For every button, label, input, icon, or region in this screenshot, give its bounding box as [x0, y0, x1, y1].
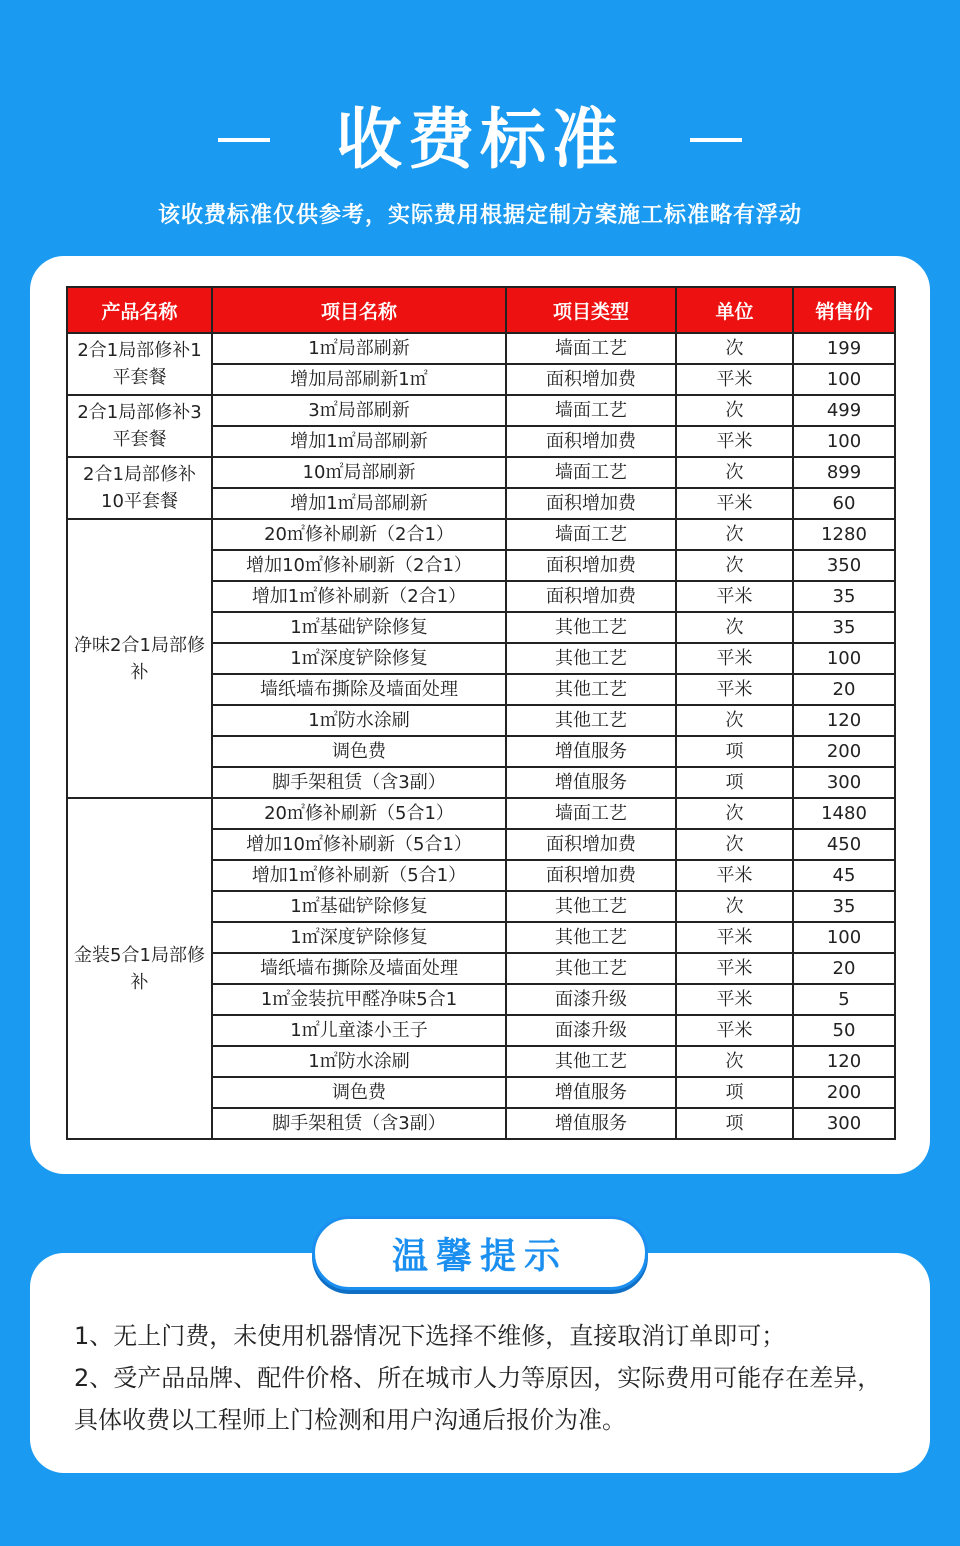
- table-header-row: [67, 287, 895, 333]
- item-type-cell: 其他工艺: [506, 674, 676, 705]
- unit-cell: 次: [676, 1046, 793, 1077]
- item-name-cell: 增加10㎡修补刷新（2合1）: [212, 550, 506, 581]
- unit-cell: 平米: [676, 488, 793, 519]
- item-type-cell: 面积增加费: [506, 364, 676, 395]
- item-type-cell: 其他工艺: [506, 922, 676, 953]
- price-cell: 1280: [793, 519, 895, 550]
- item-type-cell: 面漆升级: [506, 984, 676, 1015]
- unit-cell: 平米: [676, 922, 793, 953]
- item-name-cell: 增加1㎡局部刷新: [212, 426, 506, 457]
- product-name-cell: 2合1局部修补1平套餐: [67, 333, 212, 395]
- price-cell: 35: [793, 891, 895, 922]
- item-type-cell: 其他工艺: [506, 891, 676, 922]
- item-name-cell: 10㎡局部刷新: [212, 457, 506, 488]
- price-cell: 499: [793, 395, 895, 426]
- unit-cell: 平米: [676, 674, 793, 705]
- item-type-cell: 面积增加费: [506, 829, 676, 860]
- unit-cell: 平米: [676, 643, 793, 674]
- price-cell: 200: [793, 736, 895, 767]
- item-type-cell: 其他工艺: [506, 705, 676, 736]
- tip-line-1: 1、无上门费，未使用机器情况下选择不维修，直接取消订单即可；: [74, 1322, 786, 1350]
- price-cell: 120: [793, 1046, 895, 1077]
- price-cell: 60: [793, 488, 895, 519]
- table-row: [67, 798, 895, 829]
- item-name-cell: 1㎡儿童漆小王子: [212, 1015, 506, 1046]
- product-name-cell: 2合1局部修补10平套餐: [67, 457, 212, 519]
- item-name-cell: 增加局部刷新1㎡: [212, 364, 506, 395]
- item-name-cell: 3㎡局部刷新: [212, 395, 506, 426]
- price-cell: 100: [793, 364, 895, 395]
- item-type-cell: 面积增加费: [506, 860, 676, 891]
- item-name-cell: 增加1㎡修补刷新（5合1）: [212, 860, 506, 891]
- unit-cell: 平米: [676, 860, 793, 891]
- tips-badge: [312, 1216, 648, 1290]
- unit-cell: 次: [676, 457, 793, 488]
- item-type-cell: 墙面工艺: [506, 333, 676, 364]
- col-price-header: 销售价: [793, 287, 895, 333]
- unit-cell: 次: [676, 829, 793, 860]
- item-name-cell: 1㎡基础铲除修复: [212, 891, 506, 922]
- col-type-header: 项目类型: [506, 287, 676, 333]
- page-subtitle: 该收费标准仅供参考，实际费用根据定制方案施工标准略有浮动: [157, 203, 802, 228]
- product-name-cell: 净味2合1局部修补: [67, 519, 212, 798]
- product-name-cell: 金装5合1局部修补: [67, 798, 212, 1139]
- title-dash-left: [218, 138, 270, 142]
- item-name-cell: 增加1㎡修补刷新（2合1）: [212, 581, 506, 612]
- unit-cell: 项: [676, 736, 793, 767]
- tip-line-2: 2、受产品品牌、配件价格、所在城市人力等原因，实际费用可能存在差异，具体收费以工程师上门检测和用户沟通后报价为准。: [74, 1364, 882, 1434]
- unit-cell: 平米: [676, 953, 793, 984]
- price-table: [66, 286, 896, 1140]
- unit-cell: 次: [676, 550, 793, 581]
- item-type-cell: 增值服务: [506, 1108, 676, 1139]
- unit-cell: 次: [676, 333, 793, 364]
- col-item-header: 项目名称: [212, 287, 506, 333]
- item-type-cell: 墙面工艺: [506, 519, 676, 550]
- item-type-cell: 面积增加费: [506, 488, 676, 519]
- col-unit-header: 单位: [676, 287, 793, 333]
- item-type-cell: 面漆升级: [506, 1015, 676, 1046]
- price-cell: 899: [793, 457, 895, 488]
- price-cell: 200: [793, 1077, 895, 1108]
- unit-cell: 次: [676, 612, 793, 643]
- unit-cell: 项: [676, 767, 793, 798]
- table-row: [67, 333, 895, 364]
- price-cell: 300: [793, 767, 895, 798]
- price-cell: 35: [793, 612, 895, 643]
- item-type-cell: 面积增加费: [506, 550, 676, 581]
- price-cell: 20: [793, 674, 895, 705]
- item-type-cell: 其他工艺: [506, 1046, 676, 1077]
- tips-text: [74, 1315, 894, 1441]
- unit-cell: 项: [676, 1108, 793, 1139]
- table-row: [67, 457, 895, 488]
- unit-cell: 次: [676, 891, 793, 922]
- title-dash-right: [690, 138, 742, 142]
- item-type-cell: 墙面工艺: [506, 395, 676, 426]
- unit-cell: 次: [676, 798, 793, 829]
- price-cell: 350: [793, 550, 895, 581]
- unit-cell: 次: [676, 519, 793, 550]
- price-table-card: [30, 256, 930, 1174]
- price-cell: 35: [793, 581, 895, 612]
- item-type-cell: 其他工艺: [506, 612, 676, 643]
- page-title: 收费标准: [336, 101, 624, 178]
- price-cell: 5: [793, 984, 895, 1015]
- item-type-cell: 面积增加费: [506, 581, 676, 612]
- item-name-cell: 脚手架租赁（含3副）: [212, 767, 506, 798]
- page-header: [0, 92, 960, 188]
- item-name-cell: 1㎡防水涂刷: [212, 705, 506, 736]
- item-type-cell: 墙面工艺: [506, 798, 676, 829]
- price-cell: 120: [793, 705, 895, 736]
- price-cell: 100: [793, 643, 895, 674]
- tips-badge-label: 温馨提示: [391, 1235, 568, 1277]
- item-name-cell: 1㎡基础铲除修复: [212, 612, 506, 643]
- item-name-cell: 脚手架租赁（含3副）: [212, 1108, 506, 1139]
- item-type-cell: 增值服务: [506, 736, 676, 767]
- item-name-cell: 1㎡局部刷新: [212, 333, 506, 364]
- item-name-cell: 1㎡防水涂刷: [212, 1046, 506, 1077]
- item-name-cell: 调色费: [212, 1077, 506, 1108]
- item-name-cell: 1㎡深度铲除修复: [212, 922, 506, 953]
- product-name-cell: 2合1局部修补3平套餐: [67, 395, 212, 457]
- price-cell: 50: [793, 1015, 895, 1046]
- price-cell: 100: [793, 426, 895, 457]
- price-cell: 20: [793, 953, 895, 984]
- price-cell: 1480: [793, 798, 895, 829]
- price-cell: 450: [793, 829, 895, 860]
- unit-cell: 平米: [676, 364, 793, 395]
- table-row: [67, 519, 895, 550]
- unit-cell: 项: [676, 1077, 793, 1108]
- table-row: [67, 395, 895, 426]
- price-cell: 199: [793, 333, 895, 364]
- unit-cell: 平米: [676, 581, 793, 612]
- item-name-cell: 墙纸墙布撕除及墙面处理: [212, 953, 506, 984]
- item-name-cell: 1㎡深度铲除修复: [212, 643, 506, 674]
- item-name-cell: 1㎡金装抗甲醛净味5合1: [212, 984, 506, 1015]
- unit-cell: 平米: [676, 1015, 793, 1046]
- price-cell: 300: [793, 1108, 895, 1139]
- unit-cell: 平米: [676, 984, 793, 1015]
- item-type-cell: 面积增加费: [506, 426, 676, 457]
- item-name-cell: 调色费: [212, 736, 506, 767]
- item-name-cell: 20㎡修补刷新（5合1）: [212, 798, 506, 829]
- unit-cell: 次: [676, 705, 793, 736]
- table-body: [67, 333, 895, 1139]
- price-cell: 45: [793, 860, 895, 891]
- unit-cell: 次: [676, 395, 793, 426]
- item-type-cell: 墙面工艺: [506, 457, 676, 488]
- item-name-cell: 增加1㎡局部刷新: [212, 488, 506, 519]
- item-name-cell: 墙纸墙布撕除及墙面处理: [212, 674, 506, 705]
- item-type-cell: 增值服务: [506, 767, 676, 798]
- item-type-cell: 其他工艺: [506, 643, 676, 674]
- item-type-cell: 增值服务: [506, 1077, 676, 1108]
- item-name-cell: 增加10㎡修补刷新（5合1）: [212, 829, 506, 860]
- unit-cell: 平米: [676, 426, 793, 457]
- price-cell: 100: [793, 922, 895, 953]
- item-name-cell: 20㎡修补刷新（2合1）: [212, 519, 506, 550]
- item-type-cell: 其他工艺: [506, 953, 676, 984]
- col-product-header: 产品名称: [67, 287, 212, 333]
